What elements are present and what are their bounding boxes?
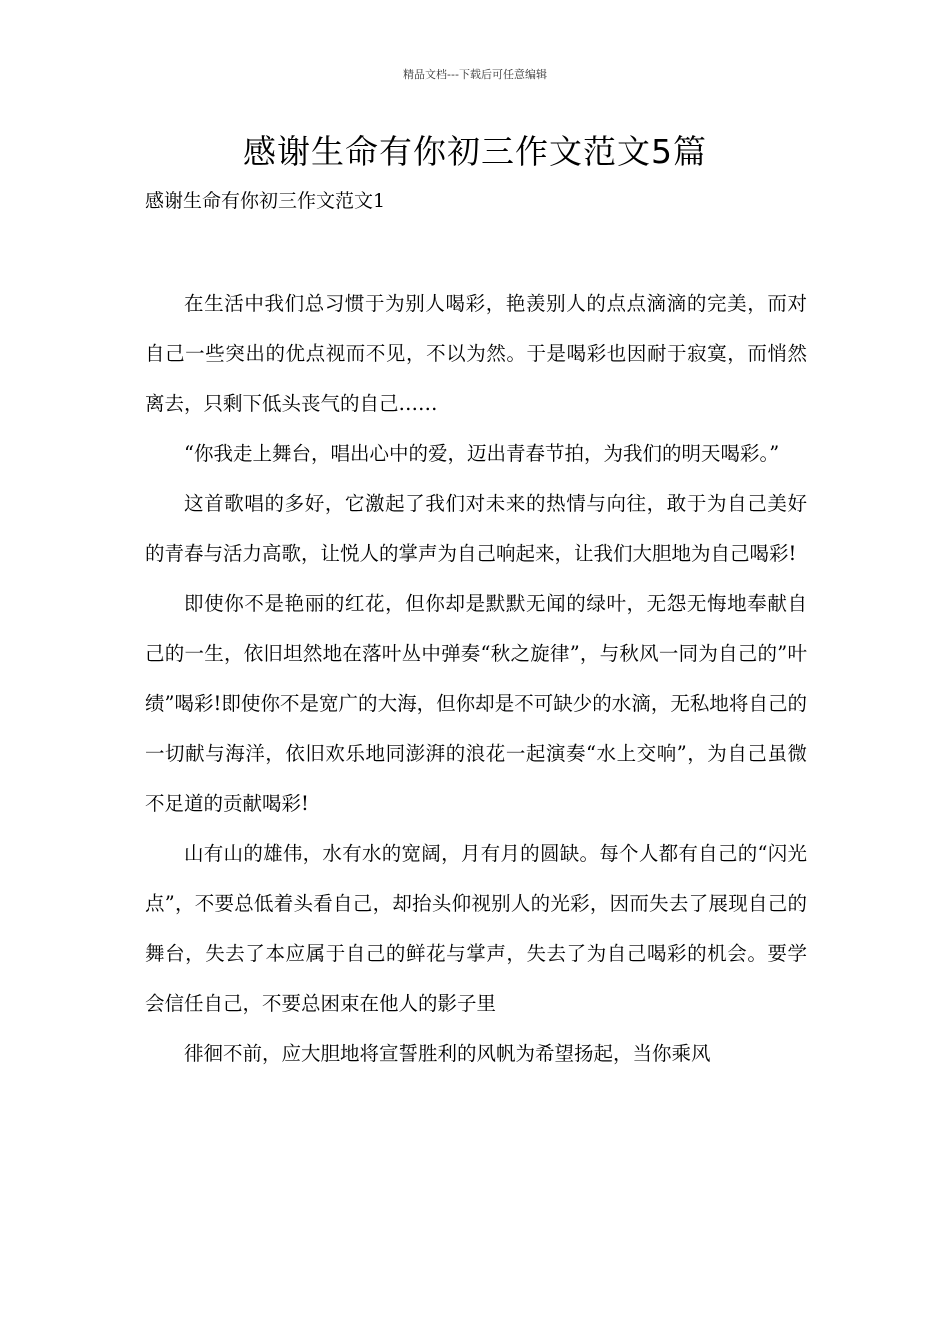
paragraph-6: 徘徊不前，应大胆地将宣誓胜利的风帆为希望扬起，当你乘风 [184,1042,711,1065]
paragraph-3: 这首歌唱的多好，它激起了我们对未来的热情与向往，敢于为自己美好的青春与活力高歌，让悦人的掌声为自己响起来，让我们大胆地为自己喝彩! [145,492,807,565]
document-body [145,279,807,1079]
document-title: 感谢生命有你初三作文范文5篇 [243,132,707,171]
paragraph-4: 即使你不是艳丽的红花，但你却是默默无闻的绿叶，无怨无悔地奉献自己的一生，依旧坦然地在落叶丛中弹奏“秋之旋律”，与秋风一同为自己的”叶绩”喝彩!即使你不是宽广的大海，但你却是不可缺少的水滴，无私地将自己的一切献与海洋，依旧欢乐地同澎湃的浪花一起演奏“水上交响”，为自己虽微不足道的贡献喝彩! [145,592,807,815]
page-header-note: 精品文档---下载后可任意编辑 [403,68,547,81]
paragraph-5: 山有山的雄伟，水有水的宽阔，月有月的圆缺。每个人都有自己的“闪光点”，不要总低着头看自己，却抬头仰视别人的光彩，因而失去了展现自己的舞台，失去了本应属于自己的鲜花与掌声，失去了为自己喝彩的机会。要学会信任自己，不要总困束在他人的影子里 [145,842,807,1015]
paragraph-1: 在生活中我们总习惯于为别人喝彩，艳羡别人的点点滴滴的完美，而对自己一些突出的优点视而不见，不以为然。于是喝彩也因耐于寂寞，而悄然离去，只剩下低头丧气的自己…… [145,292,807,415]
document-subtitle: 感谢生命有你初三作文范文1 [145,190,386,212]
paragraph-2: “你我走上舞台，唱出心中的爱，迈出青春节拍，为我们的明天喝彩。” [184,442,780,465]
